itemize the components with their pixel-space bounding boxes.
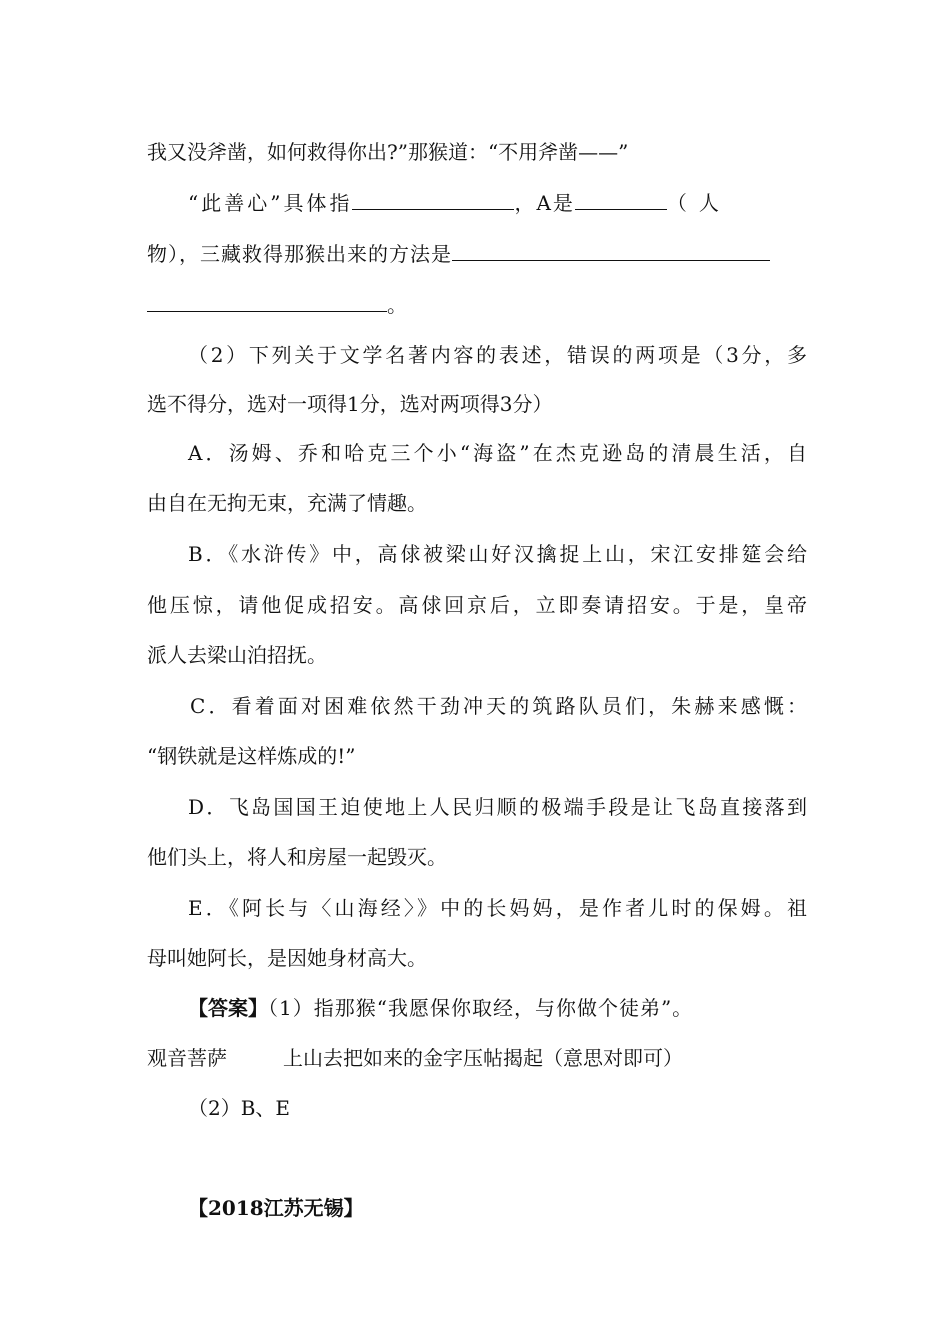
text: 观音菩萨 xyxy=(147,1046,227,1070)
question-2-stem xyxy=(188,342,807,368)
text: A．汤姆、乔和哈克三个小“海盗”在杰克逊岛的清晨生活，自 xyxy=(188,441,807,465)
text: 母叫她阿长，是因她身材高大。 xyxy=(147,946,427,970)
option-b-cont-2 xyxy=(147,642,807,668)
option-a-cont xyxy=(147,490,807,516)
text: （1）指那猴“我愿保你取经，与你做个徒弟”。 xyxy=(268,996,694,1020)
text: 上山去把如来的金字压帖揭起（意思对即可） xyxy=(283,1046,683,1070)
text: E．《阿长与〈山海经〉》中的长妈妈，是作者儿时的保姆。祖 xyxy=(188,896,807,920)
option-c-cont xyxy=(147,743,807,769)
answer-blank xyxy=(575,189,667,210)
option-d-cont xyxy=(147,844,807,870)
option-a xyxy=(188,440,807,466)
text: B．《水浒传》中，高俅被梁山好汉擒捉上山，宋江安排筵会给 xyxy=(188,542,807,566)
answer-label: 【答案】 xyxy=(188,996,268,1020)
answer-blank xyxy=(352,189,514,210)
option-e xyxy=(188,895,807,921)
text: D．飞岛国国王迫使地上人民归顺的极端手段是让飞岛直接落到 xyxy=(188,795,807,819)
option-b xyxy=(188,541,807,567)
question-1-line-2 xyxy=(147,240,807,267)
text-line xyxy=(147,139,807,165)
text: “钢铁就是这样炼成的!” xyxy=(147,744,356,768)
text: 物），三藏救得那猴出来的方法是 xyxy=(147,242,452,266)
option-b-cont-1 xyxy=(147,592,807,618)
text: （人 xyxy=(666,191,731,215)
answer-line-1 xyxy=(188,995,807,1021)
option-c xyxy=(190,693,807,719)
option-d xyxy=(188,794,807,820)
text: 我又没斧凿，如何救得你出?”那猴道：“不用斧凿——” xyxy=(147,140,629,164)
answer-line-3 xyxy=(188,1095,807,1121)
text: （2）下列关于文学名著内容的表述，错误的两项是（3分，多 xyxy=(188,343,807,367)
section-heading xyxy=(188,1195,807,1221)
text: （2）B、E xyxy=(188,1096,291,1120)
text: 他压惊，请他促成招安。高俅回京后，立即奏请招安。于是，皇帝 xyxy=(147,593,807,617)
answer-blank xyxy=(147,291,387,312)
question-1-line-3 xyxy=(147,291,807,318)
text: 选不得分，选对一项得1分，选对两项得3分） xyxy=(147,392,553,416)
answer-blank xyxy=(452,240,770,261)
option-e-cont xyxy=(147,945,807,971)
text: ，A是 xyxy=(514,191,575,215)
text: C．看着面对困难依然干劲冲天的筑路队员们，朱赫来感慨： xyxy=(190,694,807,718)
text: 他们头上，将人和房屋一起毁灭。 xyxy=(147,845,447,869)
answer-line-2 xyxy=(147,1045,807,1071)
text: “此善心”具体指 xyxy=(188,191,353,215)
question-2-stem-cont xyxy=(147,391,807,417)
text: 派人去梁山泊招抚。 xyxy=(147,643,327,667)
question-1-line-1 xyxy=(188,189,807,216)
text: 。 xyxy=(387,293,407,317)
text: 由自在无拘无束，充满了情趣。 xyxy=(147,491,427,515)
section-title: 【2018江苏无锡】 xyxy=(188,1196,364,1220)
